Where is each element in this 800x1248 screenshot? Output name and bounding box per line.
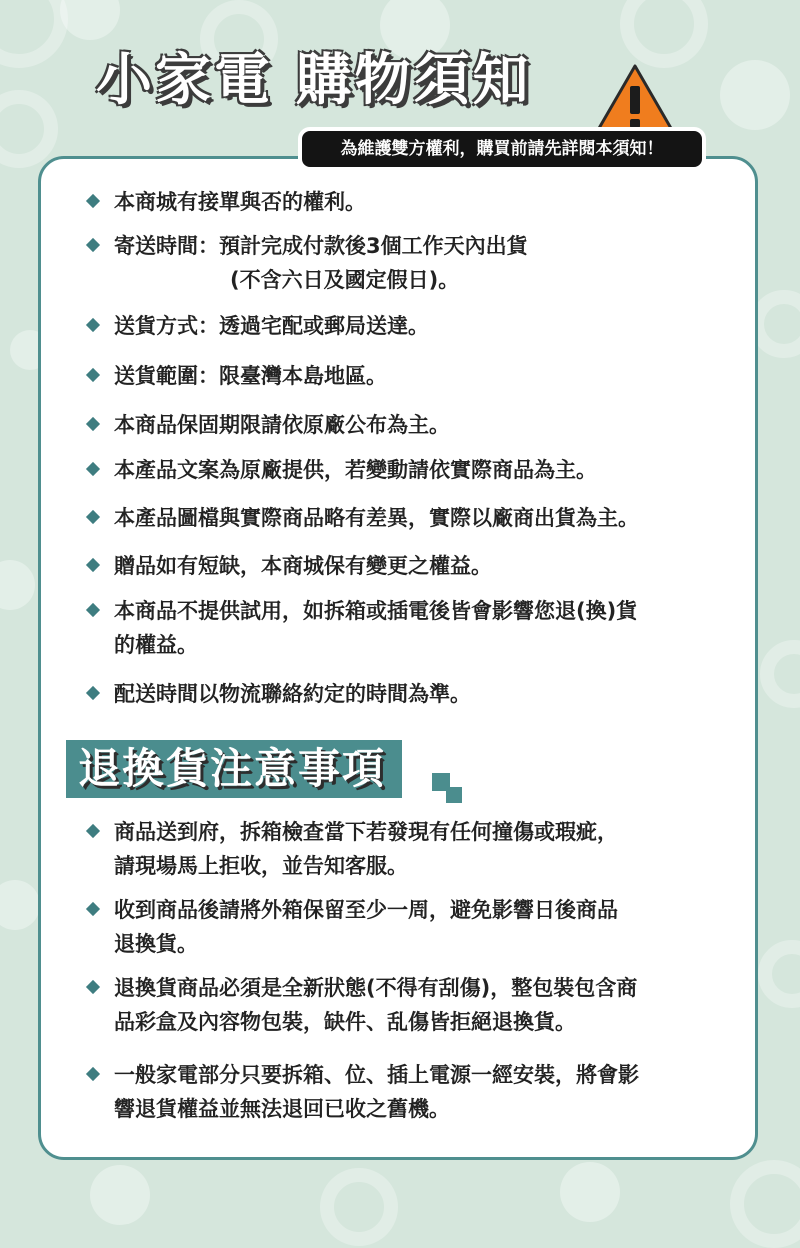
shipping-note: (不含六日及國定假日)。 bbox=[230, 268, 460, 292]
diamond-bullet-icon bbox=[86, 980, 100, 994]
diamond-bullet-icon bbox=[86, 558, 100, 572]
background-circle bbox=[760, 640, 800, 708]
list-item-text: 退換貨商品必須是全新狀態(不得有刮傷)，整包裝包含商 品彩盒及內容物包裝，缺件、乱傷皆拒絕退換貨。 bbox=[114, 976, 638, 1034]
diamond-bullet-icon bbox=[86, 194, 100, 208]
list-item-text: 一般家電部分只要拆箱、位、插上電源一經安裝，將會影 響退貨權益並無法退回已收之舊機。 bbox=[114, 1063, 639, 1121]
list-item-text: 本產品文案為原廠提供，若變動請依實際商品為主。 bbox=[114, 458, 597, 482]
background-circle bbox=[0, 560, 35, 610]
diamond-bullet-icon bbox=[86, 1067, 100, 1081]
list-item bbox=[88, 594, 728, 662]
background-circle bbox=[560, 1162, 620, 1222]
list-item bbox=[88, 229, 728, 297]
list-item-text: 本商品不提供試用，如拆箱或插電後皆會影響您退(換)貨 的權益。 bbox=[114, 599, 638, 657]
list-item bbox=[88, 185, 728, 219]
background-circle bbox=[730, 1160, 800, 1248]
page-title: 小家電 購物須知 bbox=[96, 48, 532, 113]
list-item-text: 本產品圖檔與實際商品略有差異，實際以廠商出貨為主。 bbox=[114, 506, 639, 530]
list-item bbox=[88, 971, 728, 1039]
diamond-bullet-icon bbox=[86, 318, 100, 332]
list-item bbox=[88, 501, 728, 535]
list-item bbox=[88, 677, 728, 711]
list-item bbox=[88, 453, 728, 487]
list-item-text: 寄送時間：預計完成付款後3個工作天內出貨 bbox=[114, 234, 528, 258]
diamond-bullet-icon bbox=[86, 238, 100, 252]
list-item-text: 收到商品後請將外箱保留至少一周，避免影響日後商品 退換貨。 bbox=[114, 898, 618, 956]
heading-decoration bbox=[446, 787, 462, 803]
list-item bbox=[88, 1058, 728, 1126]
list-item-text: 本商城有接單與否的權利。 bbox=[114, 190, 366, 214]
diamond-bullet-icon bbox=[86, 902, 100, 916]
diamond-bullet-icon bbox=[86, 368, 100, 382]
list-item-text: 本商品保固期限請依原廠公布為主。 bbox=[114, 413, 450, 437]
returns-heading: 退換貨注意事項 bbox=[66, 740, 402, 798]
list-item bbox=[88, 309, 728, 343]
diamond-bullet-icon bbox=[86, 462, 100, 476]
list-item-text: 商品送到府，拆箱檢查當下若發現有任何撞傷或瑕疵， 請現場馬上拒收，並告知客服。 bbox=[114, 820, 618, 878]
background-circle bbox=[758, 940, 800, 1008]
list-item bbox=[88, 893, 728, 961]
diamond-bullet-icon bbox=[86, 510, 100, 524]
list-item-text: 配送時間以物流聯絡約定的時間為準。 bbox=[114, 682, 471, 706]
subtitle-badge: 為維護雙方權利，購買前請先詳閱本須知！ bbox=[298, 127, 706, 171]
list-item bbox=[88, 408, 728, 442]
warning-icon bbox=[594, 62, 676, 136]
background-circle bbox=[0, 0, 68, 68]
background-circle bbox=[0, 90, 58, 168]
diamond-bullet-icon bbox=[86, 417, 100, 431]
diamond-bullet-icon bbox=[86, 686, 100, 700]
background-circle bbox=[60, 0, 120, 40]
list-item bbox=[88, 815, 728, 883]
background-circle bbox=[620, 0, 708, 68]
background-circle bbox=[90, 1165, 150, 1225]
diamond-bullet-icon bbox=[86, 824, 100, 838]
list-item-text: 送貨方式：透過宅配或郵局送達。 bbox=[114, 314, 429, 338]
list-item bbox=[88, 549, 728, 583]
diamond-bullet-icon bbox=[86, 603, 100, 617]
background-circle bbox=[320, 1168, 398, 1246]
list-item bbox=[88, 359, 728, 393]
list-item-text: 送貨範圍：限臺灣本島地區。 bbox=[114, 364, 387, 388]
background-circle bbox=[0, 880, 40, 930]
background-circle bbox=[720, 60, 790, 130]
list-item-text: 贈品如有短缺，本商城保有變更之權益。 bbox=[114, 554, 492, 578]
